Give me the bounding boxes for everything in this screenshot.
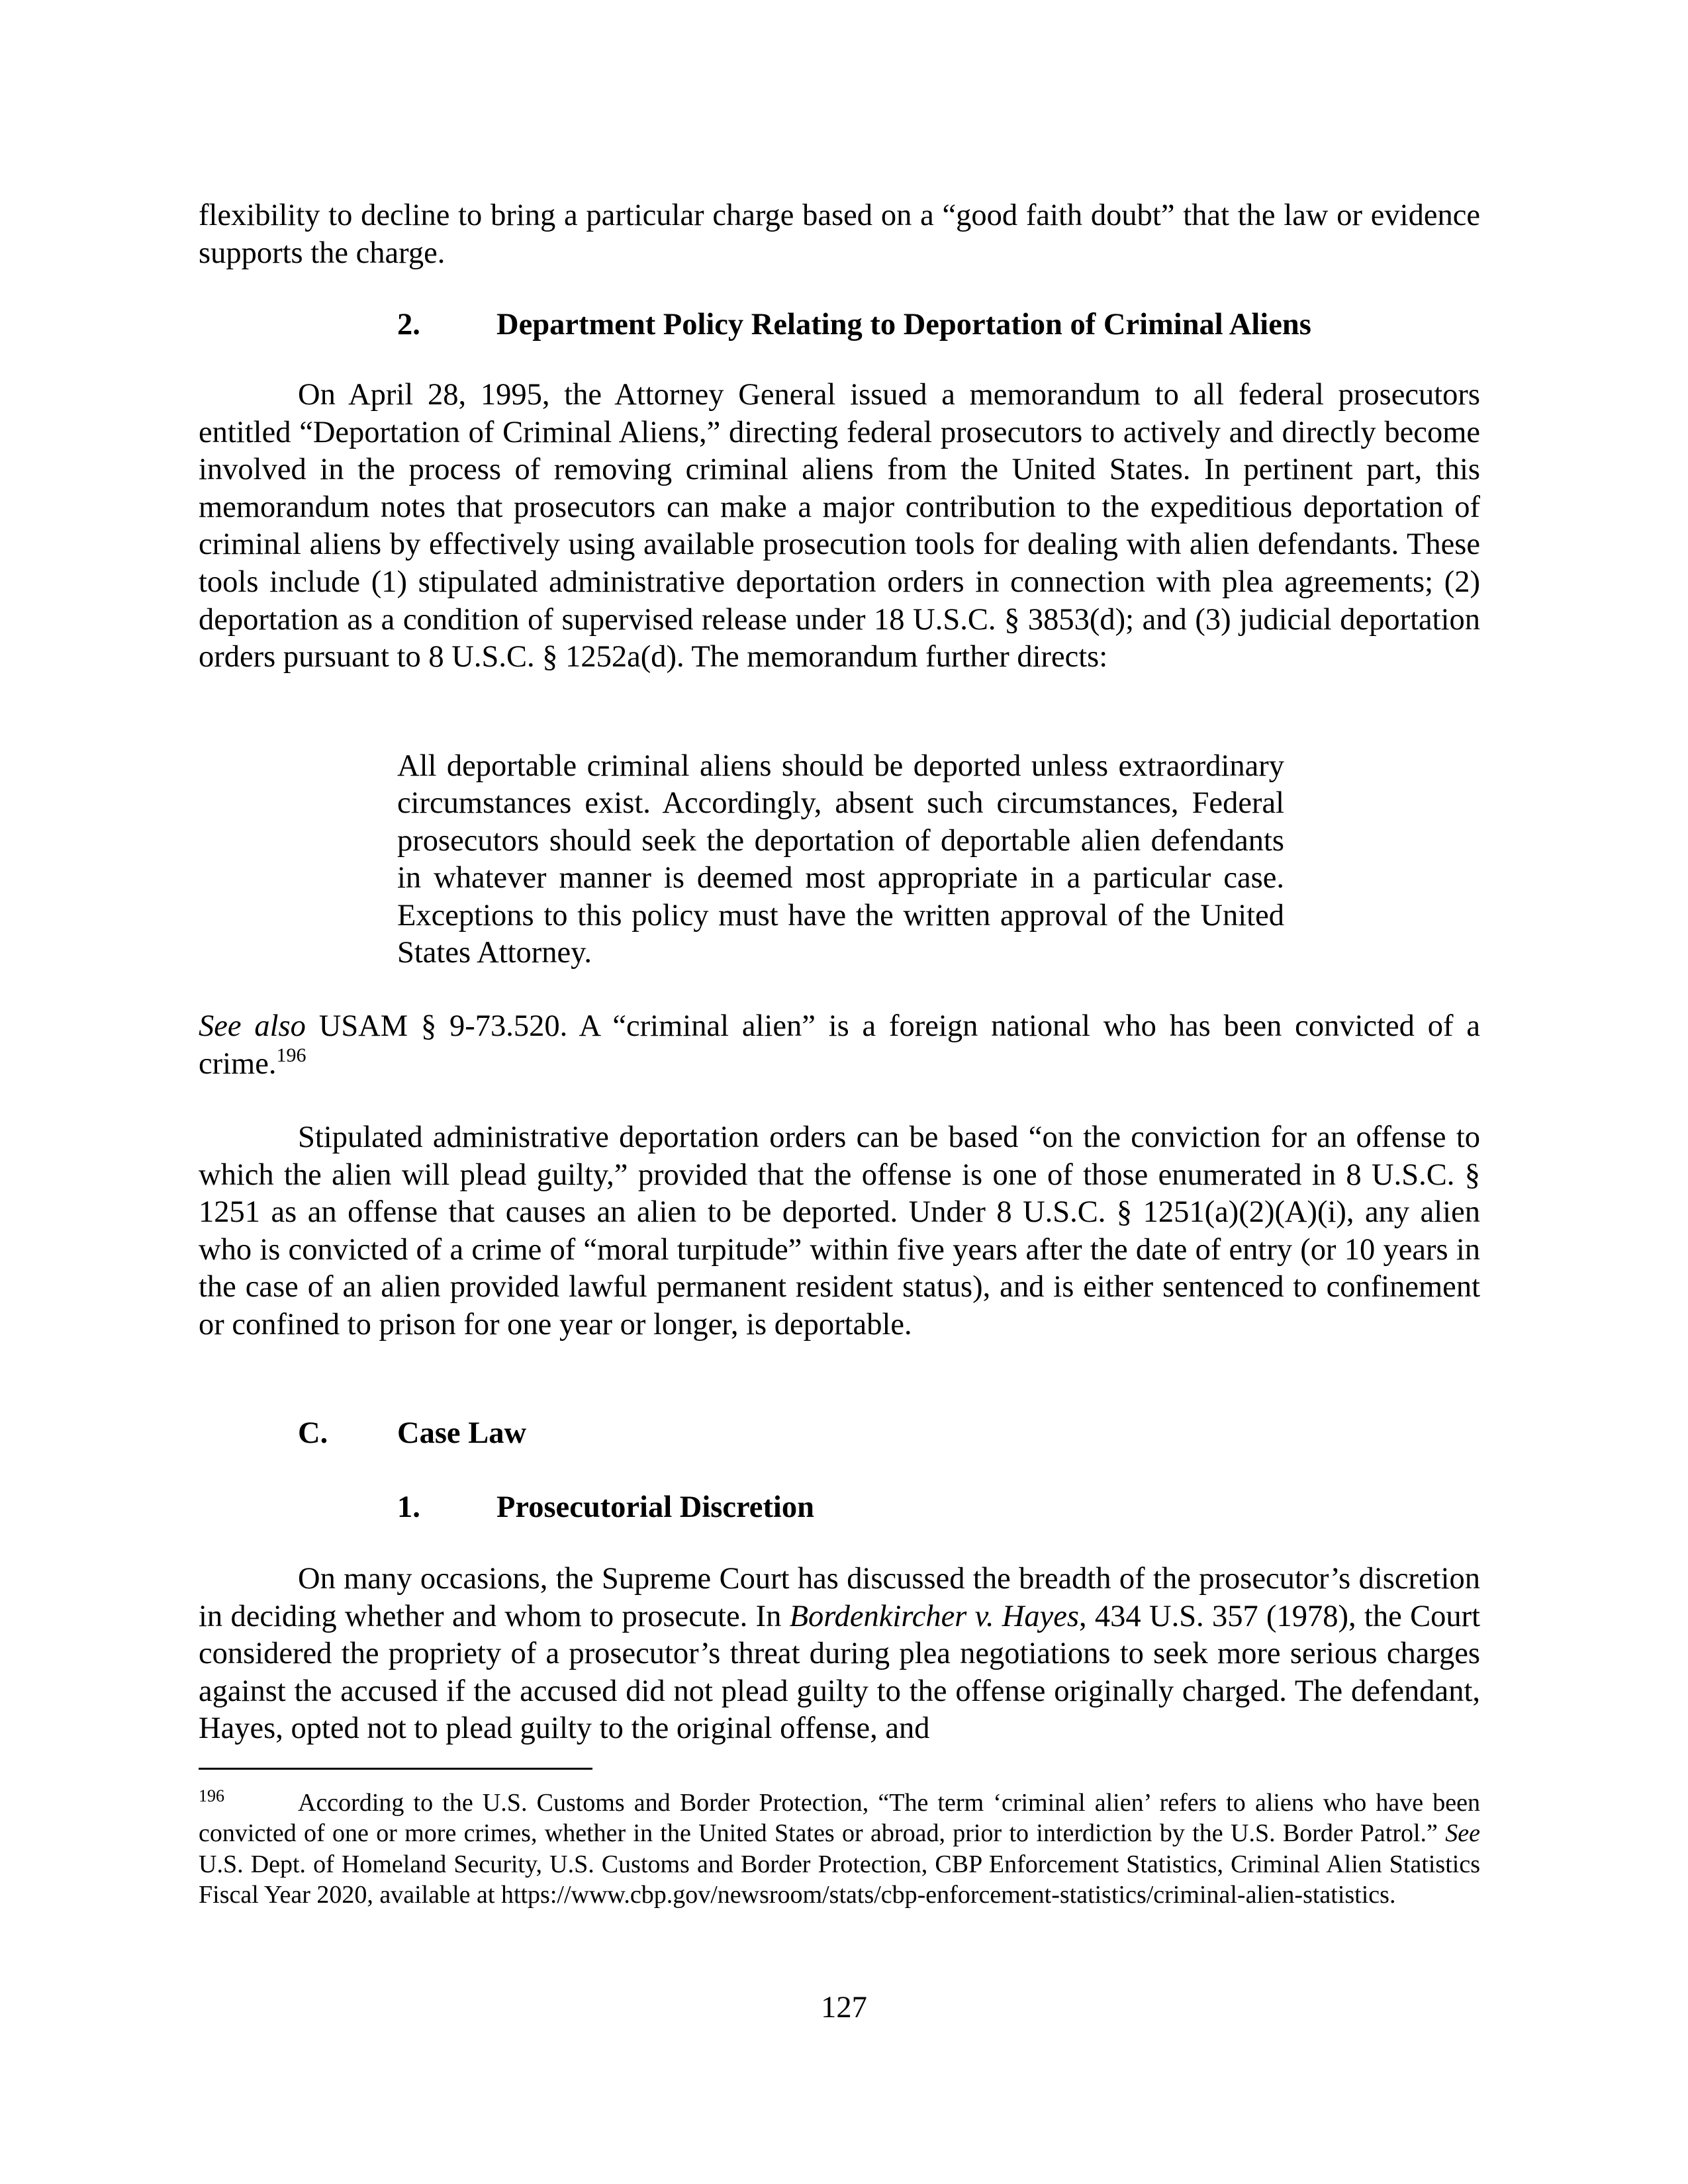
- paragraph-prosecutorial-discretion: [199, 1561, 1480, 1748]
- discretion-text-part2: , 434 U.S. 357 (1978), the Court considered the propriety of a prosecutor’s threat during plea negotiations to seek more serious charges against the accused if the accused did not plead guilty to the offense originally charged. The defendant, Hayes, opted not to plead guilty to the original offense, and: [199, 1599, 1480, 1746]
- see-also-text: USAM § 9-73.520. A “criminal alien” is a foreign national who has been convicted of a crime.: [199, 1009, 1480, 1081]
- section-number: 2.: [397, 308, 420, 341]
- section-title: Department Policy Relating to Deportation of Criminal Aliens: [496, 308, 1311, 341]
- citation-signal: See also: [199, 1009, 306, 1043]
- footnote-reference[interactable]: 196: [276, 1044, 306, 1066]
- footnote-divider: [199, 1768, 592, 1770]
- section-number: 1.: [397, 1490, 420, 1524]
- footnote-text-part1: According to the U.S. Customs and Border Protection, “The term ‘criminal alien’ refers to aliens who have been convicted of one or more crimes, whether in the United States or abroad, prior to interdiction by the U.S. Border Patrol.”: [199, 1789, 1480, 1848]
- footnote-signal: See: [1445, 1819, 1480, 1848]
- case-name: Bordenkircher v. Hayes: [789, 1599, 1079, 1633]
- paragraph-memorandum: On April 28, 1995, the Attorney General issued a memorandum to all federal prosecutors entitled “Deportation of Criminal Aliens,” directing federal prosecutors to actively and directly become involved in the process of removing criminal aliens from the United States. In pertinent part, this memorandum notes that prosecutors can make a major contribution to the expeditious deportation of criminal aliens by effectively using available prosecution tools for dealing with alien defendants. These tools include (1) stipulated administrative deportation orders in connection with plea agreements; (2) deportation as a condition of supervised release under 18 U.S.C. § 3853(d); and (3) judicial deportation orders pursuant to 8 U.S.C. § 1252a(d). The memorandum further directs:: [199, 378, 1480, 674]
- section-title: Case Law: [397, 1416, 527, 1450]
- section-title: Prosecutorial Discretion: [496, 1490, 814, 1524]
- paragraph-see-also: [199, 1008, 1480, 1083]
- block-quote: All deportable criminal aliens should be deported unless extraordinary circumstances exist. Accordingly, absent such circumstances, Federal prosecutors should seek the deportation of deportable alien defendants in whatever manner is deemed most appropriate in a particular case. Exceptions to this policy must have the written approval of the United States Attorney.: [397, 749, 1284, 970]
- footnote-196: 196 According to the U.S. Customs and Border Protection, “The term ‘criminal alien’ refers to aliens who have been convicted of one or more crimes, whether in the United States or abroad, prior to interdiction by the U.S. Border Patrol.” See U.S. Dept. of Homeland Security, U.S. Customs and Border Protection, CBP Enforcement Statistics, Criminal Alien Statistics Fiscal Year 2020, available at https://www.cbp.gov/newsroom/stats/cbp-enforcement-statistics/criminal-alien-statistics.: [199, 1786, 1480, 1909]
- discretion-text-part1: On many occasions, the Supreme Court has discussed the breadth of the prosecutor’s discretion in deciding whether and whom to prosecute. In: [199, 1562, 1480, 1633]
- paragraph-continuation: flexibility to decline to bring a particular charge based on a “good faith doubt” that the law or evidence supports the charge.: [199, 199, 1480, 270]
- page-number: 127: [821, 1991, 867, 2025]
- footnote-text-part2: U.S. Dept. of Homeland Security, U.S. Customs and Border Protection, CBP Enforcement Statistics, Criminal Alien Statistics Fiscal Year 2020, available at https://www.cbp.gov/newsroom/stats/cbp-enforcement-statistics/criminal-alien-statistics.: [199, 1850, 1480, 1909]
- section-number: C.: [298, 1416, 328, 1450]
- paragraph-stipulated-orders: Stipulated administrative deportation orders can be based “on the conviction for an offense to which the alien will plead guilty,” provided that the offense is one of those enumerated in 8 U.S.C. § 1251 as an offense that causes an alien to be deported. Under 8 U.S.C. § 1251(a)(2)(A)(i), any alien who is convicted of a crime of “moral turpitude” within five years after the date of entry (or 10 years in the case of an alien provided lawful permanent resident status), and is either sentenced to confinement or confined to prison for one year or longer, is deportable.: [199, 1120, 1480, 1342]
